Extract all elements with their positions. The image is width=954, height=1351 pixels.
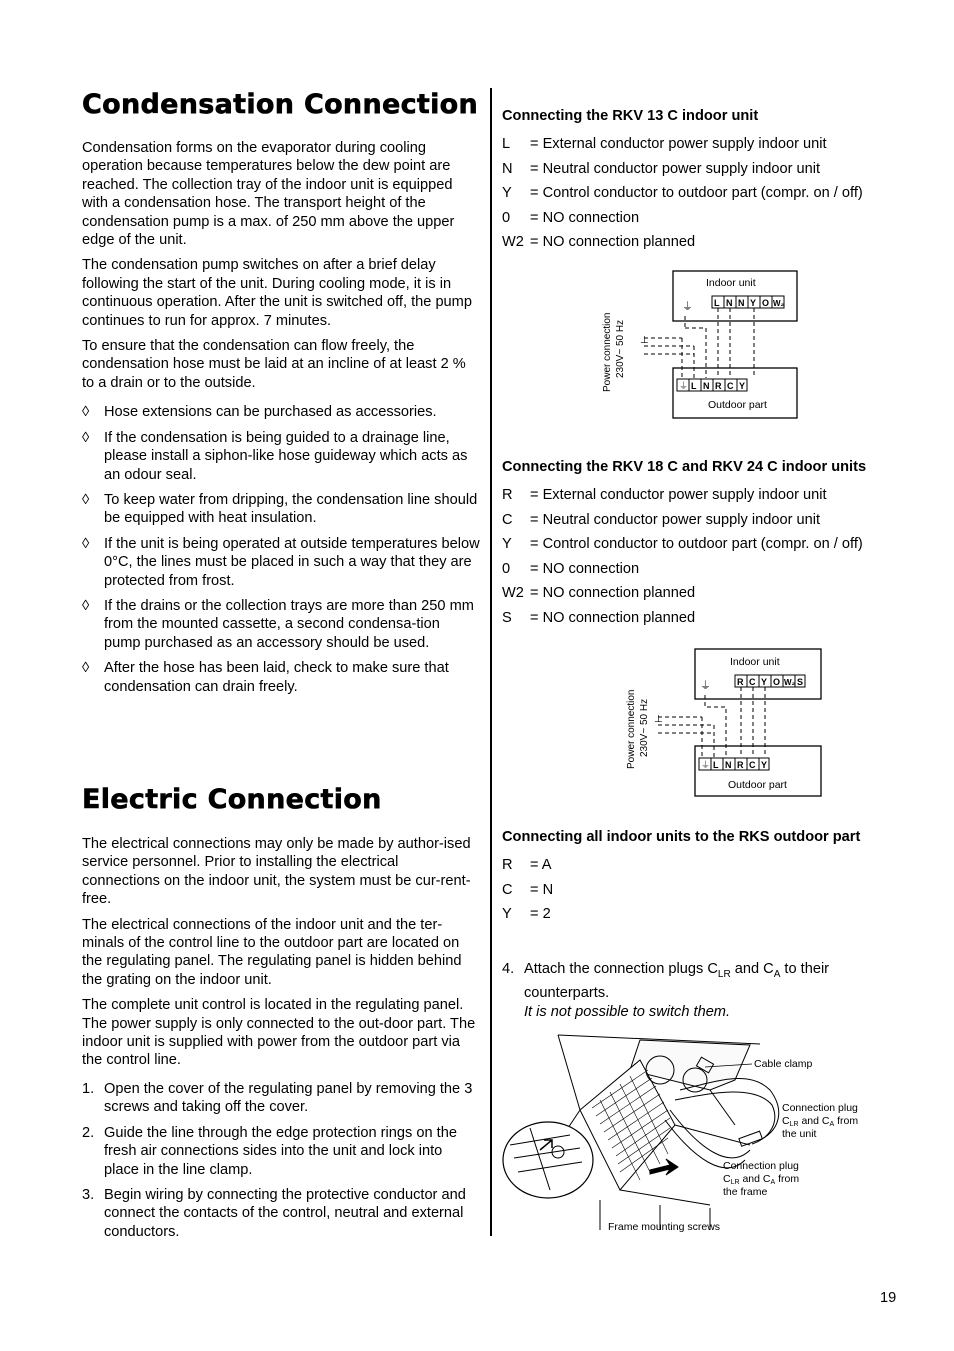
rkv13-heading: Connecting the RKV 13 C indoor unit [502,108,759,124]
power-plug-icon: ⊥ [654,714,663,725]
svg-text:Y: Y [761,760,768,770]
definition-row: R = A [502,857,552,873]
ground-icon: ⏚ [682,301,693,313]
frame-screws-label: Frame mounting screws [608,1221,721,1233]
indoor-unit-label: Indoor unit [706,277,756,289]
electric-section [82,783,480,1248]
list-item: 2. Guide the line through the edge protection rings on the fresh air connections sides into the unit and lock into place in the line clamp. [82,1124,457,1178]
svg-text:N: N [726,298,733,308]
ground-icon: ⏚ [700,680,711,692]
wiring-diagram-rkv13 [596,266,806,424]
definition-row: Y = Control conductor to outdoor part (compr. on / off) [502,536,863,553]
rkv18-heading: Connecting the RKV 18 C and RKV 24 C indoor units [502,459,867,475]
diamond-bullet-icon: ◊ [82,535,90,552]
definition-row: 0 = NO connection [502,209,640,226]
voltage-label: 230V~ 50 Hz [639,698,650,757]
list-item: ◊ If the drains or the collection trays are more than 250 mm from the mounted cassette, a second condensa-tion pump purchased as an accessory should be used. [82,597,474,651]
condensation-paragraph: To ensure that the condensation can flow freely, the condensation hose must be laid at an incline of at least 2 % to a drain or to the outside. [82,338,466,391]
unit-illustration [503,1035,779,1230]
rks-definitions [502,856,912,930]
wiring-diagram-rkv18 [620,645,830,803]
diamond-bullet-icon: ◊ [82,597,90,614]
power-plug-icon: ⊥ [640,335,649,346]
svg-text:S: S [797,677,804,687]
diamond-bullet-icon: ◊ [82,404,90,421]
rkv18-definitions [502,486,912,634]
electric-title: Electric Connection [82,784,382,815]
indoor-terminal-strip [712,296,785,308]
outdoor-terminal-strip [699,758,769,770]
definition-row: C = N [502,881,554,898]
plug-frame-label-2: CLR and CA from [723,1173,800,1186]
list-item: 4. Attach the connection plugs $C_{LR}$ and $C_A$ to their counterparts. It is not possible to switch them. [502,961,830,1020]
list-item: ◊ To keep water from dripping, the condensation line should be equipped with heat insulation. [82,491,478,527]
definition-row: W2 = NO connection planned [502,585,696,602]
condensation-bullets [82,403,480,696]
definition-row: L = External conductor power supply indoor unit [502,136,827,152]
svg-text:C: C [749,677,756,687]
definition-row: W2 = NO connection planned [502,234,696,251]
definition-row: C = Neutral conductor power supply indoor unit [502,511,821,528]
list-item: 1. Open the cover of the regulating panel by removing the 3 screws and taking off the cover. [82,1080,473,1116]
definition-row: S = NO connection planned [502,609,696,626]
svg-text:L: L [691,381,697,391]
step-4-note: It is not possible to switch them. [524,1003,731,1020]
rkv13-section [502,107,912,258]
ground-icon: ⏚ [679,381,689,391]
svg-text:R: R [715,381,722,391]
definition-row: Y = Control conductor to outdoor part (compr. on / off) [502,185,863,202]
plug-frame-label-1: Connection plug [723,1160,799,1172]
svg-text:R: R [737,677,744,687]
svg-text:R: R [737,760,744,770]
voltage-label: 230V~ 50 Hz [615,319,626,378]
definition-row: 0 = NO connection [502,560,640,577]
svg-text:L: L [714,298,720,308]
rks-section [502,828,912,930]
page-number: 19 [880,1290,897,1306]
condensation-title: Condensation Connection [82,89,479,120]
rkv18-section [502,458,912,634]
ground-icon: ⏚ [701,760,711,770]
svg-text:N: N [725,760,732,770]
list-item: ◊ Hose extensions can be purchased as accessories. [82,404,437,421]
left-column [82,88,480,703]
indoor-unit-label: Indoor unit [730,656,780,668]
outdoor-part-label: Outdoor part [708,399,767,411]
svg-text:O: O [773,677,781,687]
svg-text:W₂: W₂ [784,678,796,687]
svg-text:Y: Y [739,381,746,391]
indoor-terminal-strip [735,675,805,687]
column-divider [490,88,492,1236]
electric-paragraph: The complete unit control is located in the regulating panel. The power supply is only connected to the out-door part. The indoor unit is supplied with power from the outdoor part via the control line. [82,997,476,1069]
svg-text:L: L [713,760,719,770]
outdoor-terminal-strip [677,379,747,391]
rks-heading: Connecting all indoor units to the RKS outdoor part [502,829,861,845]
svg-text:Y: Y [750,298,757,308]
diamond-bullet-icon: ◊ [82,491,90,508]
svg-text:O: O [762,298,770,308]
rkv13-definitions [502,135,912,258]
electric-steps [82,1080,480,1241]
list-item: 3. Begin wiring by connecting the protective conductor and connect the contacts of the control, neutral and external conductors. [82,1186,466,1240]
diamond-bullet-icon: ◊ [82,660,90,677]
condensation-paragraph: Condensation forms on the evaporator during cooling operation because temperatures below the dew point are reached. The collection tray of the indoor unit is equipped with a condensation hose. The transport height of the condensation pump is a max. of 250 mm above the upper edge of the unit. [82,140,455,249]
electric-paragraph: The electrical connections may only be made by author-ised service personnel. Prior to installing the electrical connections on the indoor unit, the system must be cur-rent-free. [82,836,471,908]
plug-unit-label-3: the unit [782,1128,817,1140]
plug-frame-label-3: the frame [723,1186,768,1198]
diamond-bullet-icon: ◊ [82,429,90,446]
svg-text:Y: Y [761,677,768,687]
power-connection-label: Power connection [602,312,613,392]
svg-text:C: C [749,760,756,770]
list-item: ◊ If the unit is being operated at outside temperatures below 0°C, the lines must be placed in such a way that they are protected from frost. [82,535,480,589]
svg-text:W₂: W₂ [773,299,785,308]
list-item: ◊ If the condensation is being guided to a drainage line, please install a siphon-like hose guideway which acts as an odour seal. [82,429,468,483]
electric-paragraph: The electrical connections of the indoor unit and the ter-minals of the control line to the outdoor part are located on the regulating panel. The regulating panel is hidden behind the grating on the indoor unit. [82,916,462,988]
plug-unit-label-2: CLR and CA from [782,1115,859,1128]
step-4 [502,960,902,1021]
svg-text:N: N [703,381,710,391]
condensation-paragraph: The condensation pump switches on after a brief delay following the start of the unit. During cooling mode, it is in continuous operation. After the unit is switched off, the pump continues to run for approx. 7 minutes. [82,257,472,329]
svg-text:N: N [738,298,745,308]
plug-connection-figure [500,1030,880,1240]
outdoor-part-label: Outdoor part [728,779,787,791]
plug-unit-label-1: Connection plug [782,1102,858,1114]
definition-row: N = Neutral conductor power supply indoor unit [502,160,821,177]
svg-text:C: C [727,381,734,391]
power-connection-label: Power connection [626,689,637,769]
list-item: ◊ After the hose has been laid, check to make sure that condensation can drain freely. [82,660,449,695]
definition-row: R = External conductor power supply indoor unit [502,487,827,503]
cable-clamp-label: Cable clamp [754,1058,813,1070]
definition-row: Y = 2 [502,906,551,923]
